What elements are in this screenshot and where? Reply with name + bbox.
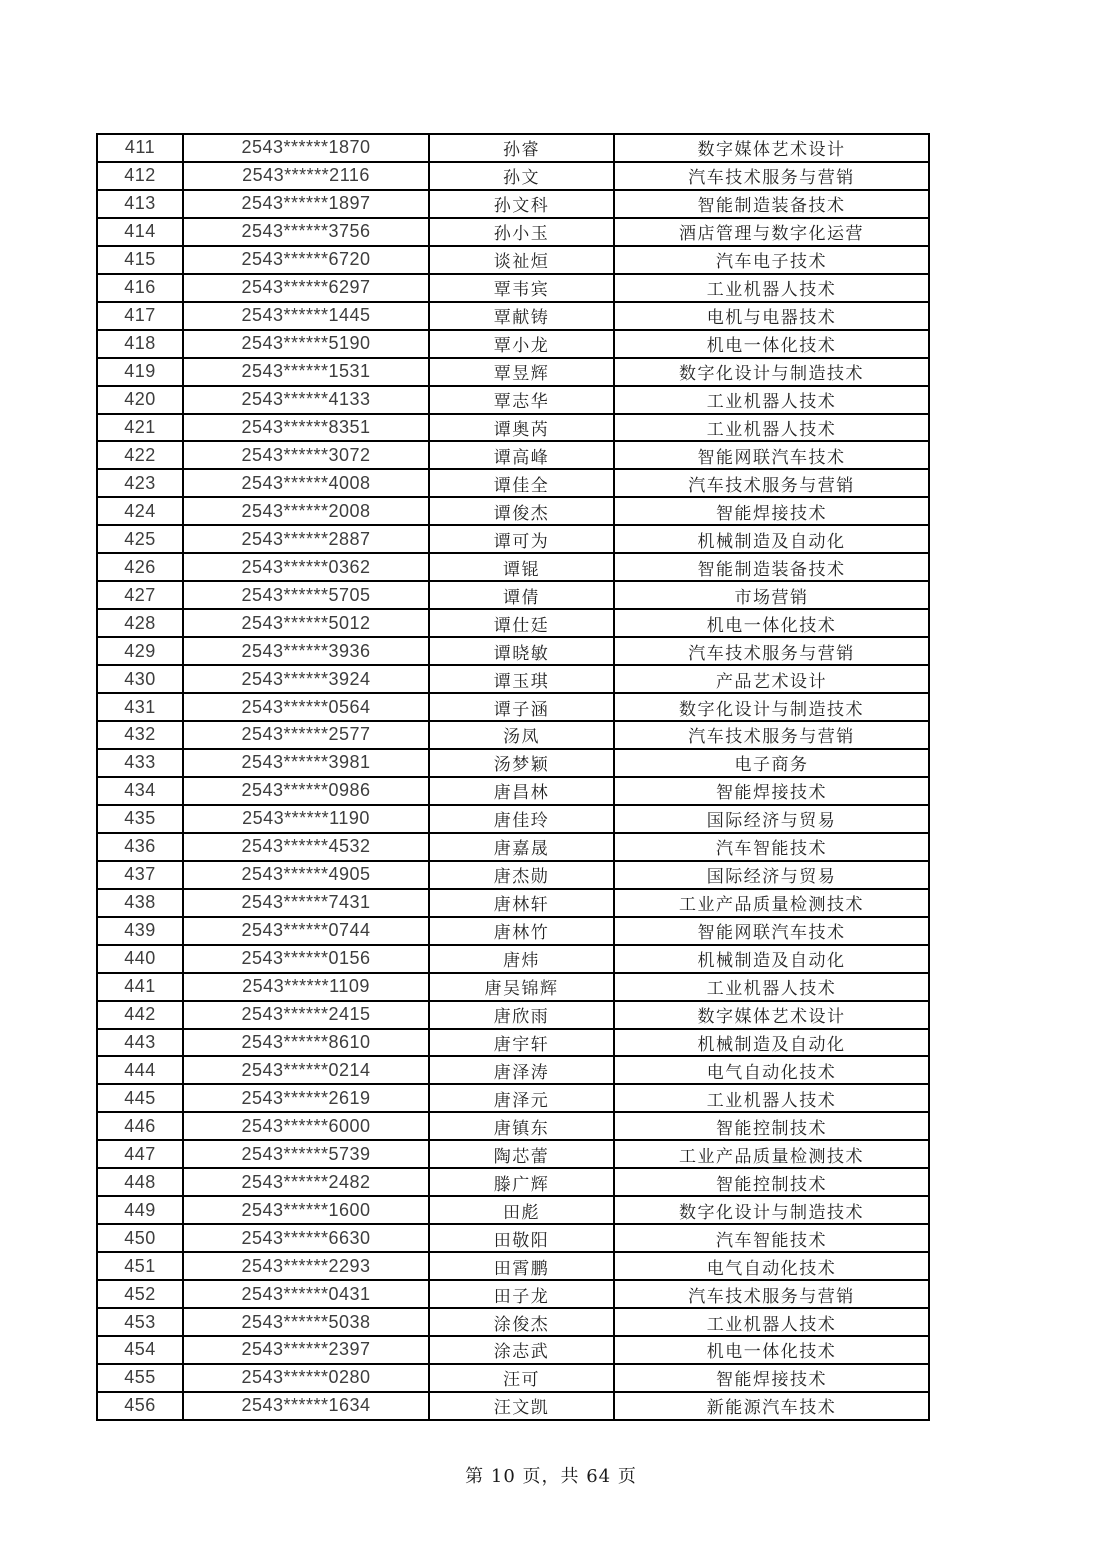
table-row [97,609,929,637]
table-row [97,1168,929,1196]
student-name: 谭奥芮 [429,414,614,442]
candidate-id: 2543******0280 [183,1364,429,1392]
candidate-id: 2543******8351 [183,414,429,442]
major-name: 机电一体化技术 [614,1336,929,1364]
major-name: 智能焊接技术 [614,1364,929,1392]
table-row [97,889,929,917]
row-number: 436 [97,833,183,861]
row-number: 442 [97,1001,183,1029]
candidate-id: 2543******0986 [183,777,429,805]
major-name: 酒店管理与数字化运营 [614,218,929,246]
table-row [97,805,929,833]
row-number: 435 [97,805,183,833]
table-row [97,190,929,218]
major-name: 电气自动化技术 [614,1252,929,1280]
candidate-id: 2543******4133 [183,386,429,414]
student-name: 孙文 [429,162,614,190]
table-row [97,497,929,525]
major-name: 机械制造及自动化 [614,525,929,553]
student-name: 唐佳玲 [429,805,614,833]
table-row [97,637,929,665]
candidate-id: 2543******2008 [183,497,429,525]
candidate-id: 2543******5705 [183,581,429,609]
candidate-id: 2543******4532 [183,833,429,861]
row-number: 433 [97,749,183,777]
candidate-id: 2543******5190 [183,330,429,358]
table-row [97,917,929,945]
student-name: 田子龙 [429,1280,614,1308]
table-row [97,1280,929,1308]
major-name: 数字化设计与制造技术 [614,358,929,386]
major-name: 智能焊接技术 [614,777,929,805]
candidate-id: 2543******3756 [183,218,429,246]
candidate-id: 2543******8610 [183,1029,429,1057]
candidate-id: 2543******2293 [183,1252,429,1280]
major-name: 新能源汽车技术 [614,1392,929,1420]
row-number: 419 [97,358,183,386]
table-row [97,469,929,497]
table-row [97,665,929,693]
student-name: 孙睿 [429,134,614,162]
student-name: 滕广辉 [429,1168,614,1196]
table-row [97,1308,929,1336]
student-name: 唐欣雨 [429,1001,614,1029]
candidate-id: 2543******1897 [183,190,429,218]
candidate-id: 2543******2415 [183,1001,429,1029]
student-name: 唐吴锦辉 [429,973,614,1001]
candidate-id: 2543******3924 [183,665,429,693]
table-row [97,302,929,330]
major-name: 机械制造及自动化 [614,1029,929,1057]
row-number: 439 [97,917,183,945]
candidate-id: 2543******2619 [183,1084,429,1112]
student-name: 唐嘉晟 [429,833,614,861]
major-name: 智能网联汽车技术 [614,441,929,469]
student-name: 覃小龙 [429,330,614,358]
candidate-id: 2543******6720 [183,246,429,274]
major-name: 数字化设计与制造技术 [614,1196,929,1224]
row-number: 427 [97,581,183,609]
table-row [97,162,929,190]
student-name: 谭晓敏 [429,637,614,665]
major-name: 智能控制技术 [614,1112,929,1140]
row-number: 451 [97,1252,183,1280]
row-number: 413 [97,190,183,218]
table-row [97,833,929,861]
candidate-id: 2543******6297 [183,274,429,302]
candidate-id: 2543******1634 [183,1392,429,1420]
major-name: 工业机器人技术 [614,973,929,1001]
major-name: 汽车智能技术 [614,1224,929,1252]
row-number: 431 [97,693,183,721]
major-name: 工业机器人技术 [614,1084,929,1112]
row-number: 418 [97,330,183,358]
row-number: 414 [97,218,183,246]
student-name: 汪文凯 [429,1392,614,1420]
candidate-id: 2543******4008 [183,469,429,497]
major-name: 工业产品质量检测技术 [614,1140,929,1168]
student-name: 谭锟 [429,553,614,581]
candidate-id: 2543******3072 [183,441,429,469]
table-row [97,721,929,749]
row-number: 426 [97,553,183,581]
student-name: 唐炜 [429,945,614,973]
row-number: 415 [97,246,183,274]
table-row [97,777,929,805]
row-number: 453 [97,1308,183,1336]
row-number: 444 [97,1056,183,1084]
candidate-id: 2543******5038 [183,1308,429,1336]
candidate-id: 2543******1600 [183,1196,429,1224]
major-name: 智能焊接技术 [614,497,929,525]
major-name: 工业机器人技术 [614,1308,929,1336]
major-name: 市场营销 [614,581,929,609]
major-name: 电子商务 [614,749,929,777]
student-name: 田霄鹏 [429,1252,614,1280]
student-name: 覃献铸 [429,302,614,330]
student-name: 汤梦颖 [429,749,614,777]
student-name: 谈祉烜 [429,246,614,274]
major-name: 汽车技术服务与营销 [614,162,929,190]
student-name: 唐泽涛 [429,1056,614,1084]
student-name: 唐杰勋 [429,861,614,889]
table-row [97,1056,929,1084]
student-name: 谭子涵 [429,693,614,721]
row-number: 440 [97,945,183,973]
candidate-id: 2543******0564 [183,693,429,721]
student-name: 唐镇东 [429,1112,614,1140]
major-name: 电气自动化技术 [614,1056,929,1084]
student-name: 涂志武 [429,1336,614,1364]
candidate-id: 2543******3981 [183,749,429,777]
candidate-id: 2543******0431 [183,1280,429,1308]
row-number: 420 [97,386,183,414]
candidate-id: 2543******5739 [183,1140,429,1168]
candidate-id: 2543******0156 [183,945,429,973]
candidate-id: 2543******2887 [183,525,429,553]
major-name: 工业产品质量检测技术 [614,889,929,917]
student-name: 谭仕廷 [429,609,614,637]
row-number: 445 [97,1084,183,1112]
row-number: 441 [97,973,183,1001]
table-row [97,1252,929,1280]
row-number: 454 [97,1336,183,1364]
student-name: 孙文科 [429,190,614,218]
student-name: 汪可 [429,1364,614,1392]
major-name: 汽车技术服务与营销 [614,721,929,749]
candidate-id: 2543******0214 [183,1056,429,1084]
candidate-id: 2543******1109 [183,973,429,1001]
table-row [97,553,929,581]
row-number: 412 [97,162,183,190]
student-name: 覃韦宾 [429,274,614,302]
major-name: 智能控制技术 [614,1168,929,1196]
row-number: 437 [97,861,183,889]
row-number: 424 [97,497,183,525]
row-number: 417 [97,302,183,330]
row-number: 438 [97,889,183,917]
candidate-id: 2543******4905 [183,861,429,889]
table-row [97,358,929,386]
table-row [97,1336,929,1364]
candidate-id: 2543******2577 [183,721,429,749]
row-number: 448 [97,1168,183,1196]
major-name: 汽车技术服务与营销 [614,469,929,497]
candidate-id: 2543******5012 [183,609,429,637]
row-number: 430 [97,665,183,693]
student-name: 田敬阳 [429,1224,614,1252]
row-number: 411 [97,134,183,162]
major-name: 国际经济与贸易 [614,805,929,833]
major-name: 产品艺术设计 [614,665,929,693]
student-name: 孙小玉 [429,218,614,246]
student-name: 谭佳全 [429,469,614,497]
table-row [97,134,929,162]
student-name: 涂俊杰 [429,1308,614,1336]
major-name: 电机与电器技术 [614,302,929,330]
row-number: 450 [97,1224,183,1252]
major-name: 机电一体化技术 [614,609,929,637]
student-name: 唐林竹 [429,917,614,945]
student-name: 覃志华 [429,386,614,414]
row-number: 449 [97,1196,183,1224]
major-name: 数字媒体艺术设计 [614,134,929,162]
row-number: 422 [97,441,183,469]
row-number: 456 [97,1392,183,1420]
candidate-id: 2543******1531 [183,358,429,386]
major-name: 汽车智能技术 [614,833,929,861]
table-row [97,218,929,246]
student-name: 谭俊杰 [429,497,614,525]
candidate-id: 2543******6630 [183,1224,429,1252]
table-row [97,525,929,553]
major-name: 汽车技术服务与营销 [614,1280,929,1308]
table-row [97,1196,929,1224]
table-row [97,1029,929,1057]
major-name: 汽车电子技术 [614,246,929,274]
student-name: 谭可为 [429,525,614,553]
student-name: 汤凤 [429,721,614,749]
table-row [97,274,929,302]
major-name: 工业机器人技术 [614,414,929,442]
candidate-id: 2543******1190 [183,805,429,833]
candidate-id: 2543******0362 [183,553,429,581]
major-name: 工业机器人技术 [614,274,929,302]
major-name: 工业机器人技术 [614,386,929,414]
table-row [97,1392,929,1420]
student-name: 谭倩 [429,581,614,609]
candidate-id: 2543******6000 [183,1112,429,1140]
row-number: 421 [97,414,183,442]
major-name: 智能制造装备技术 [614,553,929,581]
row-number: 416 [97,274,183,302]
student-name: 谭高峰 [429,441,614,469]
student-name: 田彪 [429,1196,614,1224]
candidate-id: 2543******3936 [183,637,429,665]
table-row [97,945,929,973]
student-name: 唐昌林 [429,777,614,805]
candidate-id: 2543******1445 [183,302,429,330]
row-number: 443 [97,1029,183,1057]
table-row [97,1224,929,1252]
row-number: 432 [97,721,183,749]
table-row [97,386,929,414]
candidate-id: 2543******2397 [183,1336,429,1364]
major-name: 数字化设计与制造技术 [614,693,929,721]
table-row [97,441,929,469]
page-number-footer: 第 10 页，共 64 页 [465,1466,637,1487]
major-name: 智能制造装备技术 [614,190,929,218]
major-name: 国际经济与贸易 [614,861,929,889]
table-row [97,861,929,889]
row-number: 446 [97,1112,183,1140]
candidate-id: 2543******0744 [183,917,429,945]
major-name: 汽车技术服务与营销 [614,637,929,665]
row-number: 452 [97,1280,183,1308]
table-row [97,330,929,358]
student-name: 陶芯蕾 [429,1140,614,1168]
table-row [97,749,929,777]
major-name: 机电一体化技术 [614,330,929,358]
major-name: 数字媒体艺术设计 [614,1001,929,1029]
row-number: 423 [97,469,183,497]
candidate-id: 2543******2116 [183,162,429,190]
table-row [97,1364,929,1392]
student-name: 谭玉琪 [429,665,614,693]
table-row [97,1001,929,1029]
table-row [97,1084,929,1112]
candidate-id: 2543******7431 [183,889,429,917]
row-number: 425 [97,525,183,553]
student-name: 唐泽元 [429,1084,614,1112]
row-number: 429 [97,637,183,665]
row-number: 447 [97,1140,183,1168]
table-row [97,581,929,609]
student-name: 唐林轩 [429,889,614,917]
table-row [97,693,929,721]
table-row [97,1112,929,1140]
student-table-body [97,134,929,1420]
major-name: 机械制造及自动化 [614,945,929,973]
table-row [97,973,929,1001]
row-number: 455 [97,1364,183,1392]
candidate-id: 2543******1870 [183,134,429,162]
major-name: 智能网联汽车技术 [614,917,929,945]
table-row [97,414,929,442]
candidate-id: 2543******2482 [183,1168,429,1196]
table-row [97,1140,929,1168]
student-name: 唐宇轩 [429,1029,614,1057]
admission-list-table [96,133,930,1421]
row-number: 434 [97,777,183,805]
table-row [97,246,929,274]
student-name: 覃昱辉 [429,358,614,386]
row-number: 428 [97,609,183,637]
